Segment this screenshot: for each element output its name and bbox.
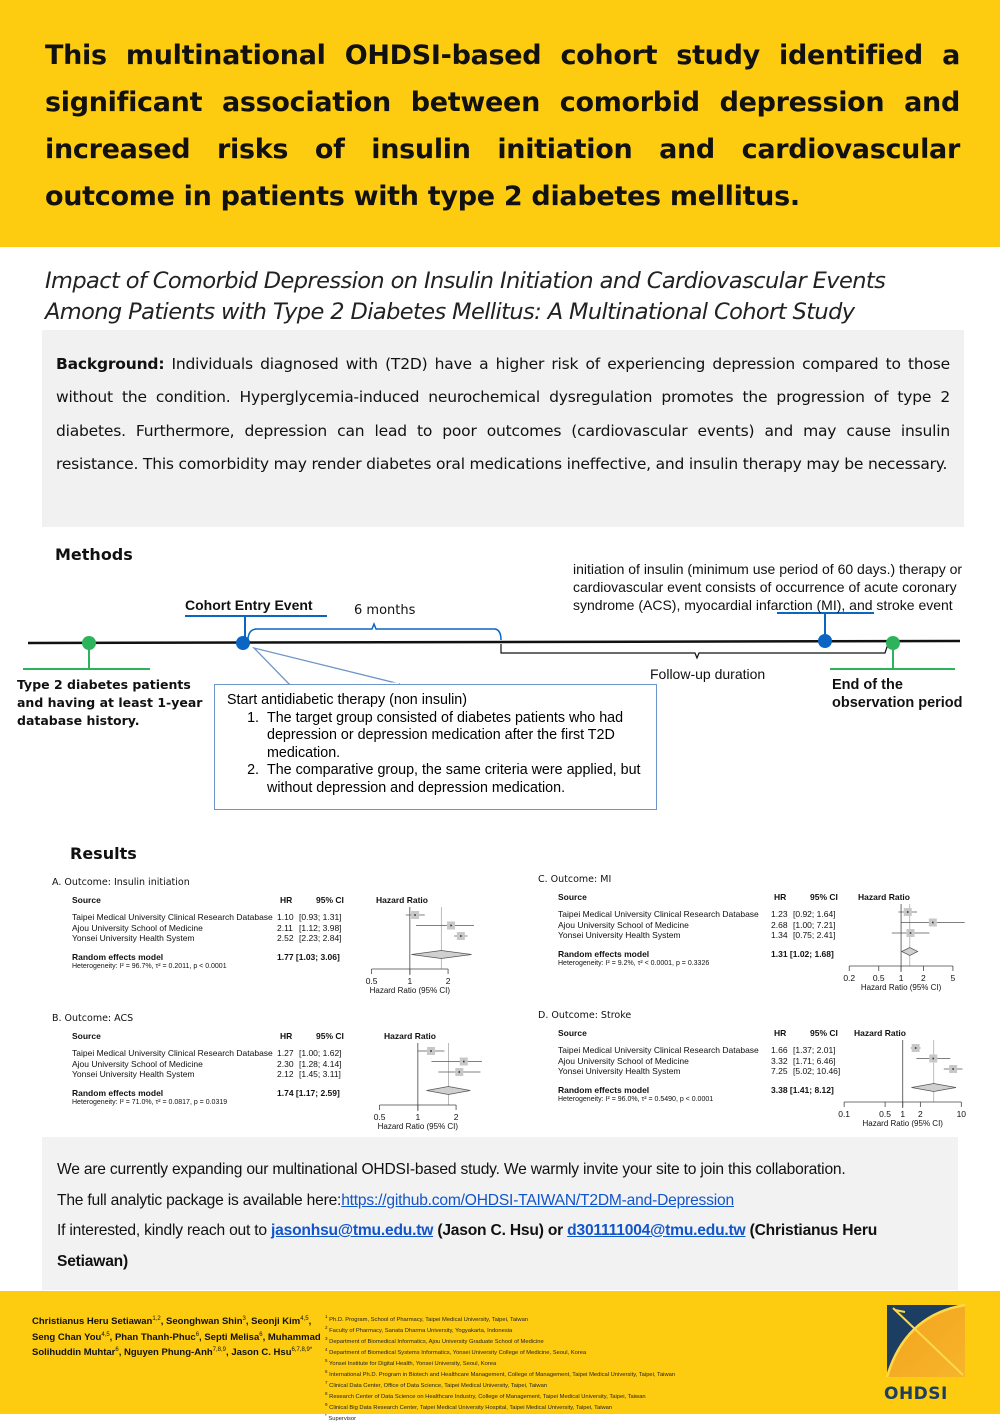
summary-statement: This multinational OHDSI-based cohort study identified a significant association between comorbid depression and increased risks of insulin initiation and cardiovascular outcome in patients with type 2 diabetes mellitus. [45, 40, 960, 212]
svg-text:Hazard Ratio (95% CI): Hazard Ratio (95% CI) [860, 983, 942, 992]
col-source: Source [558, 892, 587, 902]
study-hr: 2.11 [277, 922, 293, 933]
col-plot: Hazard Ratio [384, 1031, 436, 1041]
study-hr: 2.52 [277, 933, 294, 943]
affiliation-item: $^1$ Ph.D. Program, School of Pharmacy, Taipei Medical University, Taipei, Taiwan [325, 1314, 529, 1323]
study-source: Yonsei University Health System [558, 930, 681, 940]
col-ci: 95% CI [316, 895, 344, 905]
heterogeneity: Heterogeneity: I² = 9.2%, τ² < 0.0001, p = 0.3326 [558, 959, 710, 967]
background-text [56, 348, 950, 481]
study-hr: 1.23 [771, 909, 788, 919]
outcome-title: B. Outcome: ACS [52, 1013, 134, 1024]
svg-text:5: 5 [950, 973, 956, 983]
criteria-item: 2. The comparative group, the same criteria were applied, but without depression and depression medication. [263, 762, 644, 797]
col-ci: 95% CI [316, 1031, 344, 1041]
start-line: database history. [17, 713, 140, 728]
outcome-title: D. Outcome: Stroke [538, 1010, 632, 1021]
six-months-label: 6 months [354, 603, 416, 618]
pooled-label: Random effects model [558, 1084, 650, 1095]
study-ci: [5.02; 10.46] [793, 1066, 841, 1076]
col-hr: HR [774, 892, 787, 902]
cohort-entry-label: Cohort Entry Event [185, 597, 313, 613]
pooled-value: 1.74 [1.17; 2.59] [277, 1087, 340, 1098]
forest-plot-acs [52, 1013, 492, 1133]
study-hr: 7.25 [771, 1066, 788, 1076]
svg-text:2: 2 [921, 973, 926, 983]
svg-text:2: 2 [918, 1109, 923, 1119]
svg-text:Hazard Ratio (95% CI): Hazard Ratio (95% CI) [377, 1122, 459, 1131]
outcome-line: syndrome (ACS), myocardial infarction (MI), and stroke event [573, 597, 953, 613]
pooled-value: 1.77 [1.03; 3.06] [277, 951, 340, 962]
author-name: Seonji Kim$^{4,5}$ [251, 1316, 309, 1328]
affiliation-item: $^9$ Clinical Big Data Research Center, Taipei Medical University Hospital, Taipei Medical University, Taipei, Taiwan [325, 1402, 613, 1412]
contact-name: (Christianus Heru Setiawan) [57, 1222, 878, 1270]
email-link-christianus[interactable]: d301111004@tmu.edu.tw [567, 1222, 746, 1239]
svg-text:Hazard Ratio (95% CI): Hazard Ratio (95% CI) [862, 1119, 943, 1128]
affiliation-list [325, 1313, 755, 1423]
col-hr: HR [774, 1028, 787, 1038]
study-ci: [1.45; 3.11] [299, 1069, 341, 1079]
col-source: Source [558, 1028, 587, 1038]
study-ci: [1.28; 4.14] [299, 1058, 342, 1069]
svg-text:10: 10 [956, 1109, 967, 1119]
contact-label: If interested, kindly reach out to [57, 1222, 272, 1239]
study-ci: [1.71; 6.46] [793, 1055, 836, 1066]
outcome-line: initiation of insulin (minimum use period of 60 days.) therapy or [573, 561, 963, 577]
end-point-icon [886, 636, 900, 650]
study-source: Ajou University School of Medicine [72, 1058, 203, 1069]
study-ci: [0.92; 1.64] [793, 909, 836, 919]
study-source: Taipei Medical University Clinical Research Database [558, 1045, 759, 1055]
pooled-label: Random effects model [72, 951, 164, 962]
methods-heading: Methods [55, 545, 133, 564]
study-hr: 2.30 [277, 1058, 294, 1069]
outcome-description [573, 560, 962, 614]
study-ci: [0.75; 2.41] [793, 930, 836, 940]
study-hr: 2.68 [771, 919, 788, 930]
svg-text:1: 1 [407, 976, 413, 986]
outcome-title: A. Outcome: Insulin initiation [52, 877, 190, 888]
study-ci: [1.00; 7.21] [793, 919, 836, 930]
start-line: and having at least 1-year [17, 695, 203, 710]
package-label: The full analytic package is available here: [57, 1191, 342, 1209]
pooled-value: 3.38 [1.41; 8.12] [771, 1084, 834, 1095]
study-ci: [1.37; 2.01] [793, 1045, 836, 1055]
callout-title: Start antidiabetic therapy (non insulin) [227, 692, 468, 708]
svg-text:2: 2 [445, 976, 451, 986]
study-source: Taipei Medical University Clinical Research Database [72, 1048, 273, 1058]
col-plot: Hazard Ratio [376, 895, 428, 905]
study-source: Taipei Medical University Clinical Research Database [72, 912, 273, 922]
invite-line [57, 1216, 947, 1277]
criteria-list [249, 710, 644, 798]
study-source: Yonsei University Health System [558, 1066, 681, 1076]
col-ci: 95% CI [810, 892, 838, 902]
study-hr: 1.66 [771, 1045, 788, 1055]
col-hr: HR [280, 895, 293, 905]
methods-timeline [0, 540, 1000, 820]
col-plot: Hazard Ratio [854, 1028, 906, 1038]
forest-plot-mi [538, 874, 978, 994]
outcome-line: cardiovascular event consists of occurrence of acute coronary [573, 579, 957, 595]
study-source: Ajou University School of Medicine [72, 922, 203, 933]
author-name: Phan Thanh-Phuc$^6$ [114, 1331, 200, 1343]
invite-line: We are currently expanding our multinational OHDSI-based study. We warmly invite your site to join this collaboration. [57, 1161, 846, 1178]
affiliation-item: $^4$ Department of Biomedical Systems Informatics, Yonsei University College of Medicine, Seoul, Korea [325, 1347, 587, 1356]
svg-text:1: 1 [900, 1109, 906, 1119]
affiliation-item: $^6$ International Ph.D. Program in Biotech and Healthcare Management, College of Management, Taipei Medical University, Taipei, Taiwan [325, 1369, 676, 1378]
affiliation-item: $^7$ Clinical Data Center, Office of Data Science, Taipei Medical University, Taipei, Taiwan [325, 1380, 548, 1390]
outcome-title: C. Outcome: MI [538, 874, 612, 885]
criteria-item: 1. The target group consisted of diabetes patients who had depression or depression medication after the first T2D medication. [263, 710, 644, 763]
svg-text:0.5: 0.5 [872, 973, 885, 983]
forest-plot-graphic [360, 1041, 492, 1151]
pooled-label: Random effects model [558, 948, 650, 959]
study-source: Ajou University School of Medicine [558, 1055, 689, 1066]
affiliation-item: $^5$ Yonsei Institute for Digital Health, Yonsei University, Seoul, Korea [325, 1358, 497, 1367]
contact-name: (Jason C. Hsu) or [433, 1222, 568, 1239]
forest-plot-graphic [834, 902, 980, 1012]
svg-text:0.5: 0.5 [373, 1112, 386, 1122]
heterogeneity: Heterogeneity: I² = 96.0%, τ² = 0.5490, p < 0.0001 [558, 1095, 714, 1103]
study-ci: [0.93; 1.31] [299, 912, 342, 922]
affiliation-item: $^3$ Department of Biomedical Informatics, Ajou University Graduate School of Medicine [325, 1336, 544, 1345]
invitation-text [57, 1155, 947, 1277]
author-name: Seonghwan Shin$^3$ [166, 1316, 246, 1328]
start-point-icon [82, 636, 96, 650]
study-hr: 1.34 [771, 930, 788, 940]
svg-text:0.5: 0.5 [365, 976, 378, 986]
forest-plot-stroke [538, 1010, 978, 1134]
study-hr: 1.27 [277, 1048, 294, 1058]
col-ci: 95% CI [810, 1028, 838, 1038]
author-list: Christianus Heru Setiawan$^{1,2}$, Seonghwan Shin$^3$, Seonji Kim$^{4,5}$, Seng Chan You$^{4,5}$, Phan Thanh-Phuc$^6$, Septi Melisa$^6$, Muhammad Solihuddin Muhtar$^6$, Nguyen Phung-Anh$^{7,8,9}$, Jason C. Hsu$^{6,7,8,9*}$ [32, 1316, 321, 1359]
svg-text:1: 1 [898, 973, 904, 983]
affiliation-item: $^2$ Faculty of Pharmacy, Sanata Dharma University, Yogyakarta, Indonesia [325, 1325, 513, 1334]
svg-text:2: 2 [453, 1112, 459, 1122]
forest-plot-insulin [52, 877, 492, 997]
end-description [832, 676, 963, 712]
col-source: Source [72, 1031, 101, 1041]
heterogeneity: Heterogeneity: I² = 71.0%, τ² = 0.0817, p = 0.0319 [72, 1098, 228, 1106]
col-plot: Hazard Ratio [858, 892, 910, 902]
entry-point-icon [236, 636, 250, 650]
affiliation-item: $^8$ Research Center of Data Science on Healthcare Industry, College of Management, Taipei Medical University, Taipei, Taiwan [325, 1391, 646, 1401]
study-hr: 1.10 [277, 912, 294, 922]
affiliation-item: * Supervisor [325, 1413, 357, 1423]
end-line: End of the [832, 677, 903, 693]
github-link[interactable]: https://github.com/OHDSI-TAIWAN/T2DM-and-Depression [341, 1191, 734, 1209]
svg-text:Hazard Ratio (95% CI): Hazard Ratio (95% CI) [369, 986, 451, 995]
email-link-jason[interactable]: jasonhsu@tmu.edu.tw [271, 1222, 434, 1239]
follow-up-label: Follow-up duration [650, 666, 766, 682]
study-ci: [1.12; 3.98] [299, 922, 342, 933]
criteria-callout [214, 684, 657, 810]
col-hr: HR [280, 1031, 293, 1041]
svg-text:1: 1 [415, 1112, 421, 1122]
forest-plot-graphic [830, 1038, 978, 1148]
study-source: Ajou University School of Medicine [558, 919, 689, 930]
author-name: Septi Melisa$^6$ [204, 1331, 263, 1343]
background-label: Background: [56, 355, 165, 373]
background-body: Individuals diagnosed with (T2D) have a higher risk of experiencing depression compared to those without the condition. Hyperglycemia-induced neurochemical dysregulation promotes the progression of type 2 diabetes. Furthermore, depression can lead to poor outcomes (cardiovascular events) and may cause insulin resistance. This comorbidity may render diabetes oral medications ineffective, and insulin therapy may be necessary. [56, 355, 950, 473]
forest-plot-graphic [352, 905, 484, 1015]
svg-text:0.1: 0.1 [838, 1109, 851, 1119]
study-hr: 3.32 [771, 1055, 788, 1066]
invite-line [57, 1186, 947, 1217]
start-line: Type 2 diabetes patients [17, 677, 191, 692]
study-source: Taipei Medical University Clinical Research Database [558, 909, 759, 919]
poster-title: Impact of Comorbid Depression on Insulin Initiation and Cardiovascular Events Among Patients with Type 2 Diabetes Mellitus: A Multinational Cohort Study [45, 268, 886, 325]
heterogeneity: Heterogeneity: I² = 96.7%, τ² = 0.2011, p < 0.0001 [72, 962, 227, 970]
end-line: observation period [832, 695, 963, 711]
svg-text:0.2: 0.2 [843, 973, 856, 983]
outcome-point-icon [818, 634, 832, 648]
start-description [17, 676, 202, 730]
study-hr: 2.12 [277, 1069, 294, 1079]
pooled-value: 1.31 [1.02; 1.68] [771, 948, 834, 959]
col-source: Source [72, 895, 101, 905]
results-heading: Results [70, 844, 137, 863]
svg-text:0.5: 0.5 [879, 1109, 892, 1119]
study-ci: [2.23; 2.84] [299, 933, 342, 943]
study-source: Yonsei University Health System [72, 933, 195, 943]
author-name: Nguyen Phung-Anh$^{7,8,9}$ [124, 1347, 227, 1359]
pooled-label: Random effects model [72, 1087, 164, 1098]
author-name: Jason C. Hsu$^{6,7,8,9*}$ [231, 1347, 313, 1359]
author-name: Seng Chan You$^{4,5}$ [32, 1331, 110, 1343]
study-source: Yonsei University Health System [72, 1069, 195, 1079]
ohdsi-logo-text: OHDSI [884, 1384, 948, 1404]
study-ci: [1.00; 1.62] [299, 1048, 342, 1058]
author-name: Christianus Heru Setiawan$^{1,2}$ [32, 1316, 161, 1328]
author-name: Muhammad Solihuddin Muhtar$^6$ [32, 1331, 321, 1359]
